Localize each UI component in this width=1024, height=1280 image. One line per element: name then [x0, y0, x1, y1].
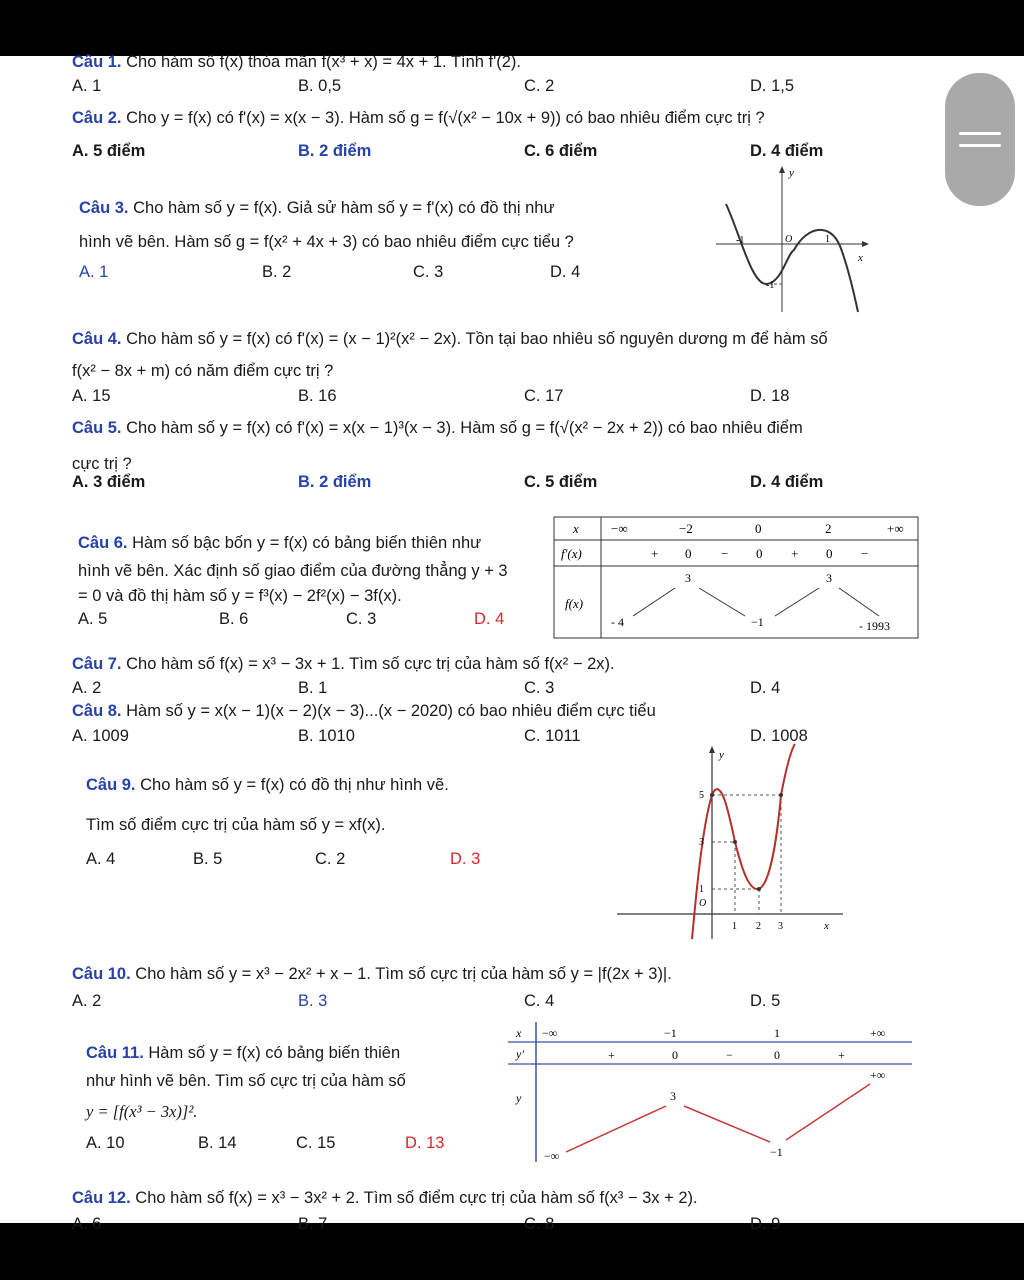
q10-option-a: A. 2 [72, 992, 102, 1010]
table-fprime-header: f'(x) [561, 546, 582, 561]
question-9-line-1: Câu 9. Cho hàm số y = f(x) có đồ thị như hình vẽ. [86, 776, 449, 794]
q10-option-b: B. 3 [298, 992, 328, 1010]
table-x-val: 0 [755, 521, 762, 536]
x-tick-3: 3 [778, 921, 783, 932]
table-x-val: −2 [679, 521, 693, 536]
q5-option-a: A. 3 điểm [72, 473, 146, 491]
table-x-val: 1 [774, 1026, 780, 1040]
x-tick-2: 2 [756, 921, 761, 932]
table-top-right: +∞ [870, 1068, 886, 1082]
table-sign: + [791, 546, 799, 561]
q6-option-a: A. 5 [78, 610, 108, 628]
question-1: Câu 1. Cho hàm số f(x) thỏa mãn f(x³ + x) = 4x + 1. Tính f'(2). [72, 53, 521, 71]
q2-option-c: C. 6 điểm [524, 142, 598, 160]
q1-option-a: A. 1 [72, 77, 102, 95]
q6-option-d: D. 4 [474, 610, 505, 628]
table-sign: 0 [685, 546, 692, 561]
derivative-curve [726, 204, 858, 312]
table-max: 3 [685, 571, 691, 585]
q7-option-a: A. 2 [72, 679, 102, 697]
q1-option-b: B. 0,5 [298, 77, 342, 95]
question-11-line-2: như hình vẽ bên. Tìm số cực trị của hàm số [86, 1072, 406, 1090]
q12-option-a: A. 6 [72, 1215, 102, 1233]
q5-option-b: B. 2 điểm [298, 473, 372, 491]
q4-option-b: B. 16 [298, 387, 337, 405]
q2-option-d: D. 4 điểm [750, 142, 824, 160]
table-x-val: 2 [825, 521, 832, 536]
q5-option-c: C. 5 điểm [524, 473, 598, 491]
table-min: −1 [751, 615, 764, 629]
q2-option-b: B. 2 điểm [298, 142, 372, 160]
graph-x-label: x [858, 252, 863, 264]
q6-option-b: B. 6 [219, 610, 249, 628]
q6-variation-table [553, 516, 921, 640]
q7-option-c: C. 3 [524, 679, 555, 697]
q5-option-d: D. 4 điểm [750, 473, 824, 491]
q11-option-b: B. 14 [198, 1134, 237, 1152]
handle-grip-line [959, 144, 1001, 147]
table-min: - 1993 [859, 619, 890, 633]
y-tick-3: 3 [699, 837, 704, 848]
document-page [0, 53, 1024, 1233]
q2-option-a: A. 5 điểm [72, 142, 146, 160]
graph-y-label: y [789, 167, 794, 179]
question-9-line-2: Tìm số điểm cực trị của hàm số y = xf(x). [86, 816, 386, 834]
table-x-header: x [516, 1026, 522, 1040]
q4-option-c: C. 17 [524, 387, 564, 405]
table-sign: − [861, 546, 869, 561]
question-7: Câu 7. Cho hàm số f(x) = x³ − 3x + 1. Tìm số cực trị của hàm số f(x² − 2x). [72, 655, 615, 673]
graph-origin: O [699, 898, 707, 909]
q9-option-d: D. 3 [450, 850, 481, 868]
table-sign: 0 [672, 1048, 678, 1062]
q3-derivative-graph [712, 164, 872, 316]
q9-option-c: C. 2 [315, 850, 346, 868]
table-sign: 0 [774, 1048, 780, 1062]
q12-option-c: C. 8 [524, 1215, 555, 1233]
table-x-val: −∞ [611, 521, 628, 536]
y-tick-5: 5 [699, 790, 704, 801]
question-8: Câu 8. Hàm số y = x(x − 1)(x − 2)(x − 3)...(x − 2020) có bao nhiêu điểm cực tiểu [72, 702, 656, 720]
graph-y-label: y [719, 749, 724, 761]
question-11-line-1: Câu 11. Hàm số y = f(x) có bảng biến thiên [86, 1044, 401, 1062]
handle-grip-line [959, 132, 1001, 135]
question-4-line-2: f(x² − 8x + m) có năm điểm cực trị ? [72, 362, 334, 380]
table-x-val: +∞ [887, 521, 904, 536]
q11-option-d: D. 13 [405, 1134, 445, 1152]
x-tick-1: 1 [732, 921, 737, 932]
q1-option-d: D. 1,5 [750, 77, 795, 95]
table-sign: + [608, 1048, 615, 1062]
table-x-val: −∞ [542, 1026, 558, 1040]
table-sign: 0 [826, 546, 833, 561]
q8-option-a: A. 1009 [72, 727, 129, 745]
q10-option-d: D. 5 [750, 992, 781, 1010]
q3-option-a: A. 1 [79, 263, 109, 281]
q6-option-c: C. 3 [346, 610, 377, 628]
question-3-line-1: Câu 3. Cho hàm số y = f(x). Giả sử hàm số y = f'(x) có đồ thị như [79, 199, 555, 217]
table-x-header: x [573, 521, 579, 536]
q11-option-c: C. 15 [296, 1134, 336, 1152]
table-sign: − [726, 1048, 733, 1062]
q12-option-d: D. 9 [750, 1215, 781, 1233]
y-tick-1: 1 [699, 884, 704, 895]
table-max: 3 [670, 1089, 676, 1103]
q4-option-a: A. 15 [72, 387, 111, 405]
tick-y-neg1: -1 [766, 280, 775, 291]
table-min: −1 [770, 1145, 783, 1159]
q3-option-c: C. 3 [413, 263, 444, 281]
scrollbar-handle[interactable] [945, 73, 1015, 206]
table-yprime-header: y' [516, 1047, 524, 1061]
q7-option-d: D. 4 [750, 679, 781, 697]
table-x-val: +∞ [870, 1026, 886, 1040]
question-4-line-1: Câu 4. Cho hàm số y = f(x) có f'(x) = (x − 1)²(x² − 2x). Tồn tại bao nhiêu số nguyên dương m để hàm số [72, 330, 828, 348]
table-f-header: f(x) [565, 596, 584, 611]
q4-option-d: D. 18 [750, 387, 790, 405]
table-sign: 0 [756, 546, 763, 561]
function-curve [692, 744, 795, 939]
table-max: 3 [826, 571, 832, 585]
question-5-line-1: Câu 5. Cho hàm số y = f(x) có f'(x) = x(x − 1)³(x − 3). Hàm số g = f(√(x² − 2x + 2)) có bao nhiêu điểm [72, 419, 803, 437]
q3-option-b: B. 2 [262, 263, 292, 281]
tick-neg1: -1 [736, 235, 745, 246]
q9-function-graph [615, 744, 847, 942]
q8-option-b: B. 1010 [298, 727, 355, 745]
table-sign: + [838, 1048, 845, 1062]
table-min: - 4 [611, 615, 624, 629]
question-3-line-2: hình vẽ bên. Hàm số g = f(x² + 4x + 3) có bao nhiêu điểm cực tiểu ? [79, 233, 574, 251]
table-x-val: −1 [664, 1026, 677, 1040]
q3-option-d: D. 4 [550, 263, 581, 281]
q7-option-b: B. 1 [298, 679, 328, 697]
table-y-header: y [516, 1091, 522, 1105]
q11-variation-table [508, 1022, 914, 1166]
q11-option-a: A. 10 [86, 1134, 125, 1152]
question-10: Câu 10. Cho hàm số y = x³ − 2x² + x − 1. Tìm số cực trị của hàm số y = |f(2x + 3)|. [72, 965, 672, 983]
question-2: Câu 2. Cho y = f(x) có f'(x) = x(x − 3). Hàm số g = f(√(x² − 10x + 9)) có bao nhiêu điểm cực trị ? [72, 109, 765, 127]
table-bottom-left: −∞ [544, 1149, 560, 1163]
tick-1: 1 [825, 234, 830, 245]
question-6-line-2: hình vẽ bên. Xác định số giao điểm của đường thẳng y + 3 [78, 562, 508, 580]
table-sign: − [721, 546, 729, 561]
question-12: Câu 12. Cho hàm số f(x) = x³ − 3x² + 2. Tìm số điểm cực trị của hàm số f(x³ − 3x + 2). [72, 1189, 698, 1207]
question-11-line-3: y = [f(x³ − 3x)]². [86, 1102, 198, 1121]
question-5-line-2: cực trị ? [72, 455, 132, 473]
question-6-line-1: Câu 6. Hàm số bậc bốn y = f(x) có bảng biến thiên như [78, 534, 482, 552]
q9-option-b: B. 5 [193, 850, 223, 868]
q1-option-c: C. 2 [524, 77, 555, 95]
graph-origin: O [785, 234, 793, 245]
q8-option-d: D. 1008 [750, 727, 808, 745]
q9-option-a: A. 4 [86, 850, 116, 868]
q10-option-c: C. 4 [524, 992, 555, 1010]
q8-option-c: C. 1011 [524, 727, 581, 745]
table-sign: + [651, 546, 659, 561]
graph-x-label: x [824, 920, 829, 932]
q12-option-b: B. 7 [298, 1215, 328, 1233]
question-6-line-3: = 0 và đồ thị hàm số y = f³(x) − 2f²(x) − 3f(x). [78, 587, 402, 605]
